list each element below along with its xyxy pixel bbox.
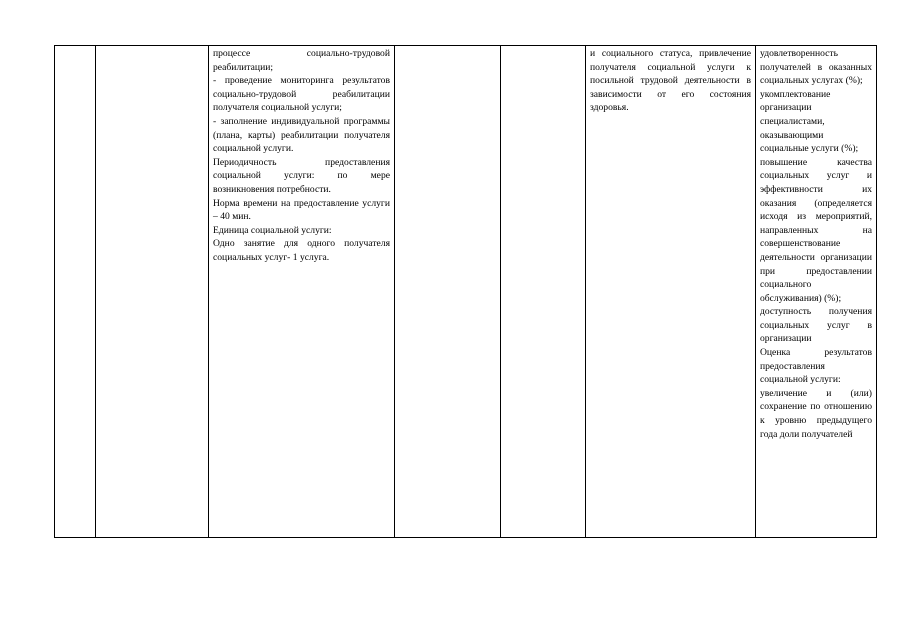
cell-empty-4 — [395, 46, 501, 538]
unit-label: Единица социальной услуги: — [213, 224, 332, 236]
cell-quality-indicators — [756, 46, 877, 538]
services-table — [54, 45, 877, 538]
evaluation-paragraph: увеличение и (или) сохранение по отношению к уровню предыдущего года доли получателей — [760, 387, 872, 440]
description-paragraph: - заполнение индивидуальной программы (плана, карты) реабилитации получателя социальной услуги. — [213, 115, 390, 155]
indicator-paragraph: удовлетворенность получателей в оказанных социальных услугах (%); — [760, 48, 872, 87]
description-paragraph: процессе социально-трудовой реабилитации; — [213, 48, 390, 73]
indicator-paragraph: укомплектование организации специалистами, оказывающими социальные услуги (%); — [760, 88, 859, 155]
indicator-paragraph: доступность получения социальных услуг в организации — [760, 306, 872, 345]
periodicity-text: Периодичность предоставления социальной услуги: по мере возникновения потребности. — [213, 156, 390, 195]
conditions-paragraph: и социального статуса, привлечение получателя социальной услуги к посильной трудовой деятельности в зависимости от его состояния здоровья. — [590, 48, 751, 114]
cell-service-name — [96, 46, 209, 538]
cell-conditions — [586, 46, 756, 538]
table-row — [55, 46, 877, 538]
evaluation-label: Оценка результатов предоставления социальной услуги: — [760, 347, 872, 386]
cell-empty-5 — [501, 46, 586, 538]
cell-number — [55, 46, 96, 538]
unit-value: Одно занятие для одного получателя социальных услуг- 1 услуга. — [213, 238, 390, 263]
time-norm-text: Норма времени на предоставление услуги – 40 мин. — [213, 197, 390, 223]
indicator-paragraph: повышение качества социальных услуг и эффективности их оказания (определяется исходя из мероприятий, направленных на совершенствование деятельности организации при предоставлении социального обслуживания) (%); — [760, 156, 872, 304]
cell-service-description — [209, 46, 395, 538]
description-paragraph: - проведение мониторинга результатов социально-трудовой реабилитации получателя социальной услуги; — [213, 75, 390, 114]
